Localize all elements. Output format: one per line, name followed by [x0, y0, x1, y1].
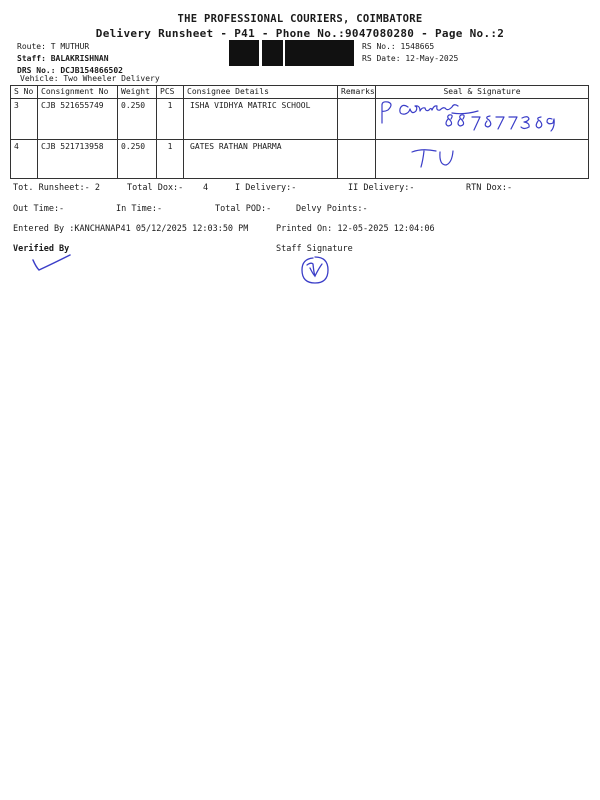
runsheet-subtitle: Delivery Runsheet - P41 - Phone No.:9047080280 - Page No.:2 — [95, 27, 505, 40]
entered-by: Entered By :KANCHANAP41 05/12/2025 12:03:50 PM — [13, 224, 249, 234]
cell-signature — [376, 99, 589, 140]
verified-checkmark-icon — [30, 252, 75, 274]
total-pod: Total POD:- — [215, 204, 272, 214]
cell-remarks — [338, 140, 376, 179]
printed-on: Printed On: 12-05-2025 12:04:06 — [276, 224, 435, 234]
total-dox-label: Total Dox:- — [127, 183, 184, 193]
delvy-points: Delvy Points:- — [296, 204, 368, 214]
cell-sno: 4 — [11, 140, 38, 179]
company-title: THE PROFESSIONAL COURIERS, COIMBATORE — [177, 13, 423, 25]
total-dox-value: 4 — [203, 183, 209, 193]
staff-signature-label: Staff Signature — [276, 244, 353, 254]
rs-number: RS No.: 1548665 — [362, 42, 435, 51]
verified-by-label: Verified By — [13, 244, 70, 254]
cell-remarks — [338, 99, 376, 140]
cell-weight: 0.250 — [118, 140, 157, 179]
cell-pcs: 1 — [157, 99, 184, 140]
cell-consignee: GATES RATHAN PHARMA — [184, 140, 338, 179]
cell-sno: 3 — [11, 99, 38, 140]
col-header-remarks: Remarks — [338, 86, 376, 99]
handwritten-signature-1 — [376, 99, 588, 139]
col-header-consignee: Consignee Details — [184, 86, 338, 99]
col-header-sno: S No — [11, 86, 38, 99]
cell-consignment: CJB 521655749 — [38, 99, 118, 140]
col-header-consignment: Consignment No — [38, 86, 118, 99]
route-label: Route: T MUTHUR — [17, 42, 90, 51]
ii-delivery: II Delivery:- — [348, 183, 415, 193]
table-row — [11, 99, 589, 140]
staff-signature-mark-icon — [298, 254, 332, 286]
cell-pcs: 1 — [157, 140, 184, 179]
col-header-pcs: PCS — [157, 86, 184, 99]
drs-number: DRS No.: DCJB154866502 — [17, 66, 123, 75]
tot-runsheet: Tot. Runsheet:- 2 — [13, 183, 100, 193]
col-header-weight: Weight — [118, 86, 157, 99]
runsheet-table — [10, 85, 589, 179]
in-time: In Time:- — [116, 204, 163, 214]
rtn-dox: RTN Dox:- — [466, 183, 513, 193]
cell-consignee: ISHA VIDHYA MATRIC SCHOOL — [184, 99, 338, 140]
handwritten-signature-2 — [376, 140, 588, 178]
out-time: Out Time:- — [13, 204, 65, 214]
cell-signature — [376, 140, 589, 179]
cell-weight: 0.250 — [118, 99, 157, 140]
cell-consignment: CJB 521713958 — [38, 140, 118, 179]
barcode-image — [228, 40, 356, 66]
col-header-signature: Seal & Signature — [376, 86, 589, 99]
i-delivery: I Delivery:- — [235, 183, 297, 193]
vehicle-label: Vehicle: Two Wheeler Delivery — [20, 74, 160, 83]
staff-label: Staff: BALAKRISHNAN — [17, 54, 109, 63]
table-row — [11, 140, 589, 179]
rs-date: RS Date: 12-May-2025 — [362, 54, 459, 63]
